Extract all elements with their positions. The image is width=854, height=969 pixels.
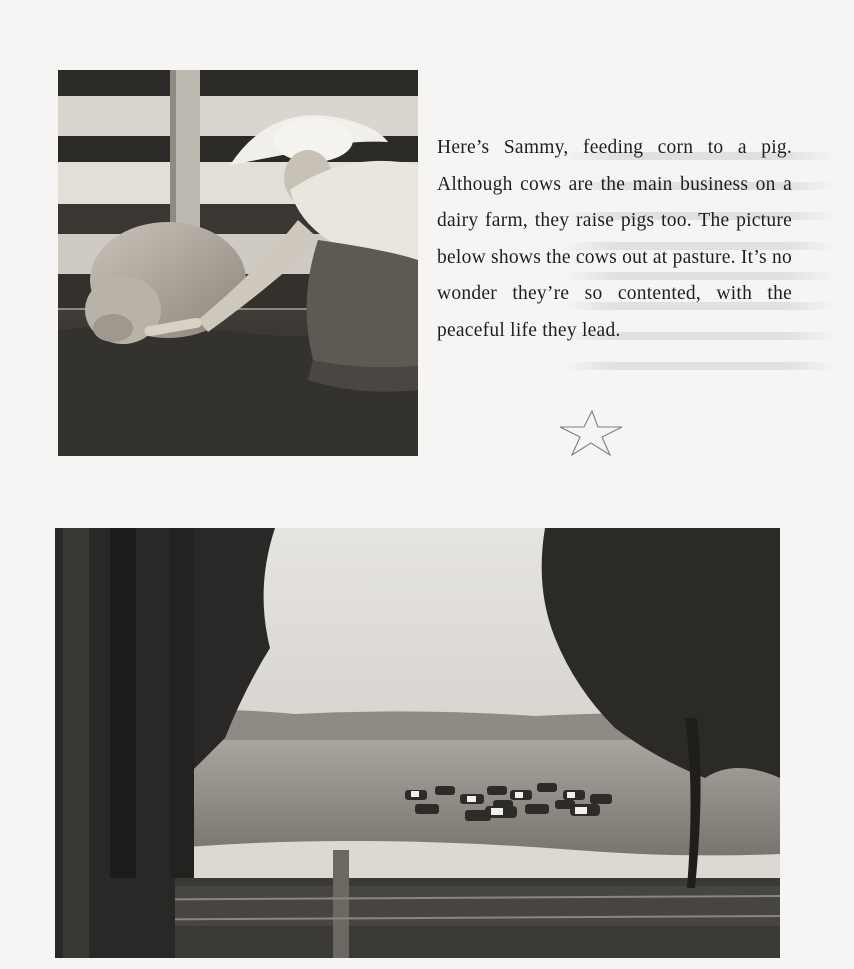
photo-sammy-feeding-pig bbox=[58, 70, 418, 456]
photo-caption: Here’s Sammy, feeding corn to a pig. Although cows are the main business on a dairy farm, they raise pigs too. The picture below shows the cows out at pasture. It’s no wonder they’re so contented, with the peaceful life they lead. bbox=[437, 137, 792, 341]
photo-cows-in-pasture bbox=[55, 528, 780, 958]
star-ornament-icon bbox=[556, 409, 626, 457]
